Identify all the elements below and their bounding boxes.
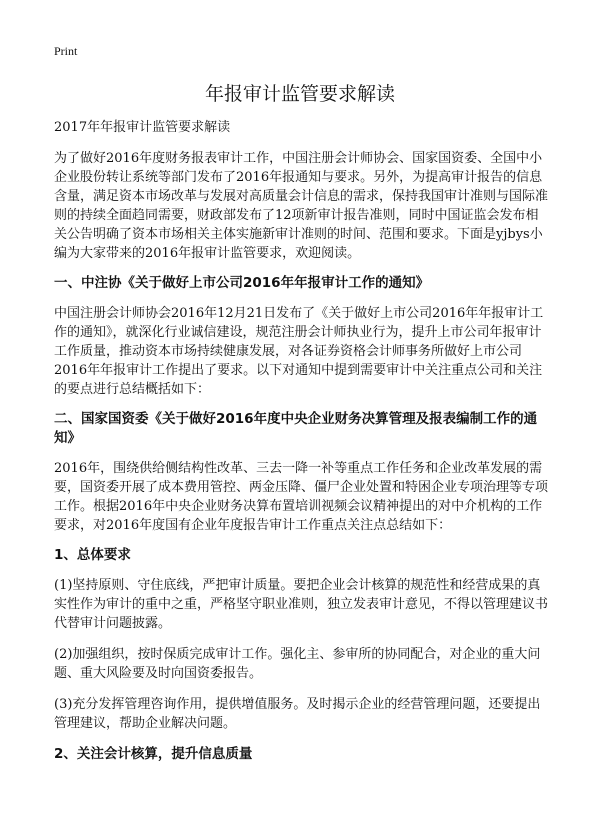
section-2-heading: 二、国家国资委《关于做好2016年度中央企业财务决算管理及报表编制工作的通知》 <box>54 411 538 446</box>
subsection-2-heading: 2、关注会计核算，提升信息质量 <box>54 746 253 762</box>
requirement-item-1: (1)坚持原则、守住底线，严把审计质量。要把企业会计核算的规范性和经营成果的真实性作为审计的重中之重，严格坚守职业准则，独立发表审计意见，不得以管理建议书代替审计问题披露。 <box>54 578 549 631</box>
requirement-item-3: (3)充分发挥管理咨询作用，提供增值服务。及时揭示企业的经营管理问题，还要提出管理建议，帮助企业解决问题。 <box>54 697 541 731</box>
section-1-heading: 一、中注协《关于做好上市公司2016年年报审计工作的通知》 <box>54 275 430 291</box>
print-link[interactable]: Print <box>54 44 78 58</box>
section-2-paragraph: 2016年，围绕供给侧结构性改革、三去一降一补等重点工作任务和企业改革发展的需要，国资委开展了成本费用管控、两金压降、僵尸企业处置和特困企业专项治理等专项工作。根据2016年中央企业财务决算布置培训视频会议精神提出的对中介机构的工作要求，对2016年度国有企业年度报告审计工作重点关注点总结如下： <box>54 461 549 533</box>
requirement-item-2: (2)加强组织，按时保质完成审计工作。强化主、参审所的协同配合，对企业的重大问题、重大风险要及时向国资委报告。 <box>54 647 541 681</box>
intro-paragraph: 为了做好2016年度财务报表审计工作，中国注册会计师协会、国家国资委、全国中小企业股份转让系统等部门发布了2016年报通知与要求。另外，为提高审计报告的信息含量，满足资本市场改革与发展对高质量会计信息的需求，保持我国审计准则与国际准则的持续全面趋同需要，财政部发布了12项新审计报告准则，同时中国证监会发布相关公告明确了资本市场相关主体实施新审计准则的时间、范围和要求。下面是yjbys小编为大家带来的2016年报审计监管要求，欢迎阅读。 <box>54 151 549 261</box>
section-1-paragraph: 中国注册会计师协会2016年12月21日发布了《关于做好上市公司2016年年报审计工作的通知》，就深化行业诚信建设，规范注册会计师执业行为，提升上市公司年报审计工作质量，推动资本市场持续健康发展，对各证券资格会计师事务所做好上市公司2016年年报审计工作提出了要求。以下对通知中提到需要审计中关注重点公司和关注的要点进行总结概括如下： <box>54 306 544 397</box>
subsection-1-heading: 1、总体要求 <box>54 547 131 563</box>
article-body <box>54 118 548 775</box>
page-title: 年报审计监管要求解读 <box>204 83 395 105</box>
article-subtitle: 2017年年报审计监管要求解读 <box>54 120 231 135</box>
